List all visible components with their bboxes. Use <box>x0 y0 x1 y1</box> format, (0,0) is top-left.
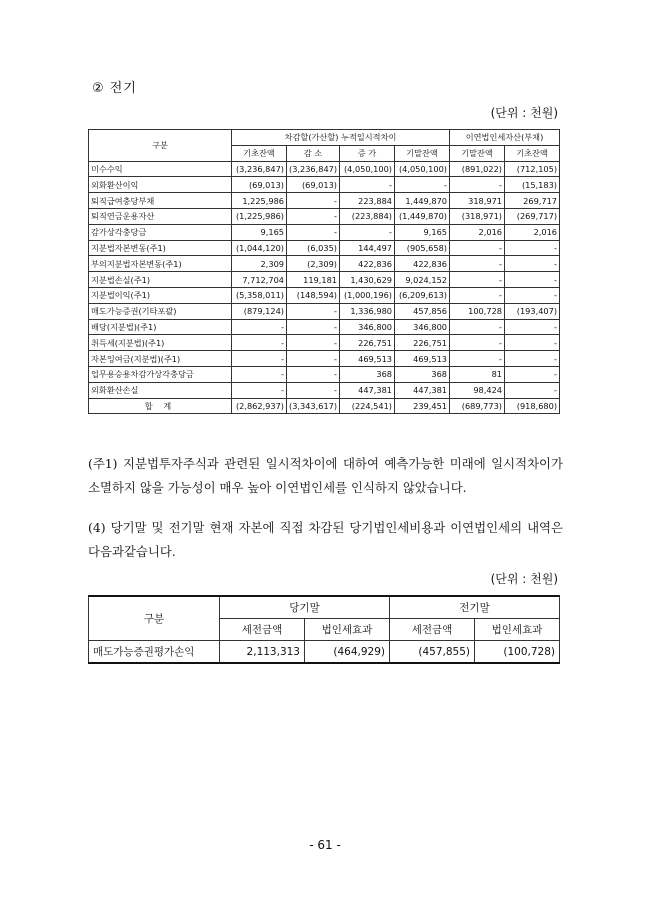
table-row <box>89 224 560 240</box>
cell-value: 368 <box>340 366 395 382</box>
cell-value: (712,105) <box>505 161 560 177</box>
cell-value: 226,751 <box>340 335 395 351</box>
cell-value: (15,183) <box>505 177 560 193</box>
row-label: 합 계 <box>89 398 232 414</box>
cell-value: - <box>505 382 560 398</box>
cell-value: - <box>505 319 560 335</box>
cell-value: 7,712,704 <box>232 272 287 288</box>
cell-value: 368 <box>395 366 450 382</box>
section-title: ② 전기 <box>92 81 137 96</box>
cell-value: 226,751 <box>395 335 450 351</box>
cell-value: 98,424 <box>450 382 505 398</box>
cell-value: (224,541) <box>340 398 395 414</box>
header-gubun: 구분 <box>89 596 220 641</box>
cell-value: (6,035) <box>287 240 340 256</box>
header-gubun: 구분 <box>89 130 232 162</box>
cell-value: 1,449,870 <box>395 193 450 209</box>
table-row <box>89 256 560 272</box>
cell-value: 2,016 <box>450 224 505 240</box>
cell-value: - <box>232 382 287 398</box>
subheader-decrease: 감 소 <box>287 145 340 161</box>
subheader-dt-opening: 기초잔액 <box>505 145 560 161</box>
unit-label: (단위 : 천원) <box>490 106 558 120</box>
cell-value: - <box>505 256 560 272</box>
cell-value: 469,513 <box>395 351 450 367</box>
row-label: 외화환산손실 <box>89 382 232 398</box>
table-row <box>89 240 560 256</box>
cell-value: (1,225,986) <box>232 208 287 224</box>
subheader-pretax-current: 세전금액 <box>220 619 305 641</box>
subheader-tax-effect-current: 법인세효과 <box>305 619 390 641</box>
cell-value: (457,855) <box>390 641 475 664</box>
cell-value: (269,717) <box>505 208 560 224</box>
table-row <box>89 382 560 398</box>
cell-value: - <box>450 287 505 303</box>
cell-value: (879,124) <box>232 303 287 319</box>
cell-value: - <box>505 351 560 367</box>
cell-value: - <box>505 272 560 288</box>
total-row <box>89 398 560 414</box>
row-label: 퇴직급여충당부채 <box>89 193 232 209</box>
cell-value: (3,236,847) <box>287 161 340 177</box>
header-current-period: 당기말 <box>220 596 390 619</box>
cell-value: - <box>450 319 505 335</box>
subheader-opening: 기초잔액 <box>232 145 287 161</box>
cell-value: - <box>450 240 505 256</box>
cell-value: (905,658) <box>395 240 450 256</box>
cell-value: 318,971 <box>450 193 505 209</box>
row-label: 퇴직연금운용자산 <box>89 208 232 224</box>
table-row <box>89 319 560 335</box>
subheader-increase: 증 가 <box>340 145 395 161</box>
cell-value: 2,016 <box>505 224 560 240</box>
cell-value: 422,836 <box>340 256 395 272</box>
cell-value: - <box>287 366 340 382</box>
table-row <box>89 641 560 664</box>
page-number: - 61 - <box>309 838 341 852</box>
cell-value: - <box>340 177 395 193</box>
table-row <box>89 366 560 382</box>
cell-value: (918,680) <box>505 398 560 414</box>
table-row <box>89 351 560 367</box>
cell-value: 223,884 <box>340 193 395 209</box>
cell-value: 9,165 <box>395 224 450 240</box>
cell-value: 119,181 <box>287 272 340 288</box>
subheader-dt-closing: 기말잔액 <box>450 145 505 161</box>
row-label: 지분법이익(주1) <box>89 287 232 303</box>
cell-value: (1,449,870) <box>395 208 450 224</box>
cell-value: - <box>450 256 505 272</box>
cell-value: (69,013) <box>287 177 340 193</box>
cell-value: - <box>287 319 340 335</box>
cell-value: - <box>287 335 340 351</box>
footnote-1: (주1) 지분법투자주식과 관련된 일시적차이에 대하여 예측가능한 미래에 일시적차이가 소멸하지 않을 가능성이 매우 높아 이연법인세를 인식하지 않았습니다. <box>88 456 563 495</box>
cell-value: (6,209,613) <box>395 287 450 303</box>
row-label: 미수수익 <box>89 161 232 177</box>
cell-value: - <box>505 287 560 303</box>
cell-value: (3,343,617) <box>287 398 340 414</box>
table-row <box>89 208 560 224</box>
cell-value: 422,836 <box>395 256 450 272</box>
row-label: 지분법손실(주1) <box>89 272 232 288</box>
cell-value: 346,800 <box>340 319 395 335</box>
row-label: 부의지분법자본변동(주1) <box>89 256 232 272</box>
cell-value: - <box>505 240 560 256</box>
cell-value: 9,024,152 <box>395 272 450 288</box>
table-row <box>89 177 560 193</box>
cell-value: (1,044,120) <box>232 240 287 256</box>
table-row <box>89 193 560 209</box>
cell-value: - <box>287 303 340 319</box>
cell-value: 346,800 <box>395 319 450 335</box>
cell-value: (464,929) <box>305 641 390 664</box>
cell-value: - <box>395 177 450 193</box>
header-prior-period: 전기말 <box>390 596 560 619</box>
cell-value: 1,225,986 <box>232 193 287 209</box>
table-row <box>89 335 560 351</box>
cell-value: 100,728 <box>450 303 505 319</box>
cell-value: (2,862,937) <box>232 398 287 414</box>
cell-value: 144,497 <box>340 240 395 256</box>
header-temporary-difference: 차감할(가산할) 누적일시적차이 <box>232 130 450 146</box>
cell-value: 469,513 <box>340 351 395 367</box>
row-label: 자본잉여금(지분법)(주1) <box>89 351 232 367</box>
cell-value: (1,000,196) <box>340 287 395 303</box>
table-row <box>89 287 560 303</box>
cell-value: (891,022) <box>450 161 505 177</box>
row-label: 지분법자본변동(주1) <box>89 240 232 256</box>
cell-value: (4,050,100) <box>395 161 450 177</box>
cell-value: - <box>450 351 505 367</box>
cell-value: (4,050,100) <box>340 161 395 177</box>
cell-value: 269,717 <box>505 193 560 209</box>
cell-value: - <box>232 366 287 382</box>
cell-value: (100,728) <box>475 641 560 664</box>
cell-value: - <box>287 382 340 398</box>
cell-value: - <box>450 335 505 351</box>
cell-value: 239,451 <box>395 398 450 414</box>
row-label: 매도가능증권평가손익 <box>89 641 220 664</box>
cell-value: - <box>505 366 560 382</box>
table-row <box>89 272 560 288</box>
cell-value: 2,309 <box>232 256 287 272</box>
subheader-tax-effect-prior: 법인세효과 <box>475 619 560 641</box>
cell-value: 81 <box>450 366 505 382</box>
subheader-pretax-prior: 세전금액 <box>390 619 475 641</box>
cell-value: 2,113,313 <box>220 641 305 664</box>
cell-value: 447,381 <box>395 382 450 398</box>
row-label: 취득세(지분법)(주1) <box>89 335 232 351</box>
cell-value: - <box>505 335 560 351</box>
unit-label: (단위 : 천원) <box>490 572 558 586</box>
cell-value: 1,336,980 <box>340 303 395 319</box>
equity-tax-table <box>88 595 560 664</box>
paragraph-4: (4) 당기말 및 전기말 현재 자본에 직접 차감된 당기법인세비용과 이연법인세의 내역은 다음과같습니다. <box>88 520 563 559</box>
cell-value: (5,358,011) <box>232 287 287 303</box>
cell-value: - <box>287 351 340 367</box>
row-label: 배당(지분법)(주1) <box>89 319 232 335</box>
cell-value: - <box>287 193 340 209</box>
cell-value: - <box>340 224 395 240</box>
cell-value: - <box>450 177 505 193</box>
row-label: 업무용승용차감가상각충당금 <box>89 366 232 382</box>
row-label: 외화환산이익 <box>89 177 232 193</box>
cell-value: (193,407) <box>505 303 560 319</box>
header-deferred-tax: 이연법인세자산(부채) <box>450 130 560 146</box>
cell-value: (3,236,847) <box>232 161 287 177</box>
cell-value: (69,013) <box>232 177 287 193</box>
cell-value: - <box>287 208 340 224</box>
table-row <box>89 303 560 319</box>
cell-value: - <box>232 319 287 335</box>
cell-value: - <box>232 351 287 367</box>
table-row <box>89 161 560 177</box>
cell-value: - <box>287 224 340 240</box>
cell-value: - <box>450 272 505 288</box>
row-label: 감가상각충당금 <box>89 224 232 240</box>
cell-value: (318,971) <box>450 208 505 224</box>
cell-value: (2,309) <box>287 256 340 272</box>
cell-value: (148,594) <box>287 287 340 303</box>
cell-value: (689,773) <box>450 398 505 414</box>
cell-value: 447,381 <box>340 382 395 398</box>
deferred-tax-table <box>88 129 560 414</box>
cell-value: 1,430,629 <box>340 272 395 288</box>
cell-value: (223,884) <box>340 208 395 224</box>
row-label: 매도가능증권(기타포괄) <box>89 303 232 319</box>
cell-value: - <box>232 335 287 351</box>
subheader-closing: 기말잔액 <box>395 145 450 161</box>
cell-value: 9,165 <box>232 224 287 240</box>
cell-value: 457,856 <box>395 303 450 319</box>
